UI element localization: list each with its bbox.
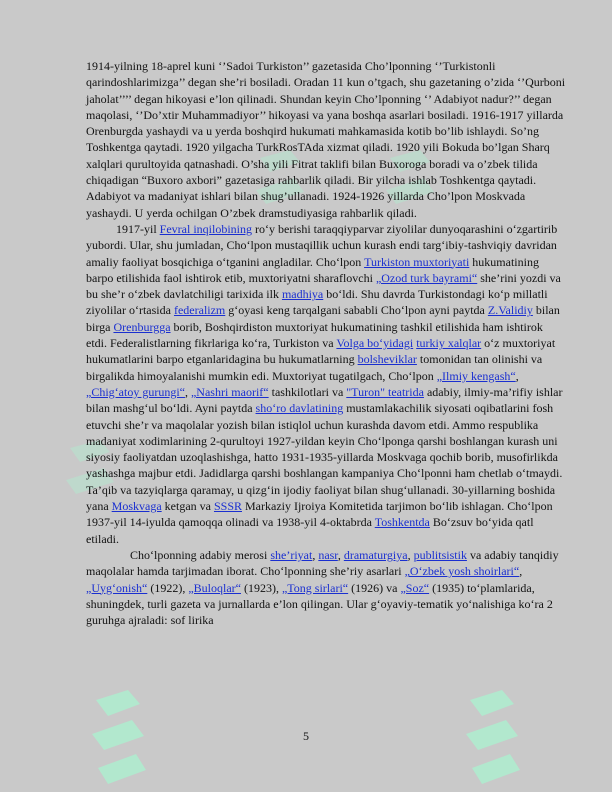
document-body [86,58,566,628]
link-ozod-turk-bayrami[interactable]: „Ozod turk bayrami“ [375,270,478,285]
text-run: o‘z muxtoriyat hukumatlarini barpo etganlaridagina bu hukumatlarning [86,336,556,367]
text-run: , [184,384,191,399]
link-dramaturgiya[interactable]: dramaturgiya [343,547,408,562]
link-toshkent[interactable]: Toshkentda [374,515,430,530]
link-tong-sirlari[interactable]: „Tong sirlari“ [281,580,349,595]
link-uygonish[interactable]: „Uyg‘onish“ [86,580,148,595]
link-federalizm[interactable]: federalizm [173,303,226,318]
paragraph-2 [86,221,566,547]
page-number: 5 [303,729,309,743]
text-run: she’rini yozdi va bu she’r o‘zbek davlatchiligi tarixida ilk [86,270,561,302]
text-run: g‘oyasi keng tarqalgani sababli Cho‘lpon ayni paytda [225,303,488,318]
link-bolsheviklar[interactable]: bolsheviklar [357,352,417,367]
paragraph-1-text: 1914-yilning 18-aprel kuni ‘’Sadoi Turkiston’’ gazetasida Cho’lponning ‘’Turkistonli qarindoshlarimizga’’ degan she’ri bosiladi. Oradan 11 kun o’tgach, shu gazetaning o’zida ‘’Qurboni jaholat’’’’ degan hikoyasi e’lon qilinadi. Shundan keyin Cho’lponning ‘’ Adabiyot nadur?’’ degan maqolasi, ‘’Do’xtir Muhammadiyor’’ hikoyasi va yana boshqa asarlari bosiladi. 1916-1917 yillarda Orenburgda yashaydi va u yerda boshqird hukumati mahkamasida kotib bo’lib ishlaydi. So’ng Toshkentga qaytadi. 1920 yilgacha TurkRosTAda xizmat qiladi. 1920 yili Bokuda bo’lgan Sharq xalqlari qurultoyida qatnashadi. O’sha yili Fitrat taklifi bilan Buxoroga boradi va o’zbek tilida chiqadigan “Buxoro axbori” gazetasiga rahbarlik qiladi. Bir yilcha ishlab Toshkentga qaytadi. Adabiyot va madaniyat ishlari bilan shug’ullanadi. 1924-1926 yillarda Cho’lpon Moskvada yashaydi. U yerda ochilgan O’zbek dramstudiyasiga rahbarlik qiladi. [86,59,566,220]
text-run: , [337,547,344,562]
text-run: , [519,564,523,579]
link-madhiya[interactable]: madhiya [281,287,324,302]
text-run: bo‘ldi. Shu davrda Turkistondagi ko‘p millatli ziyolilar o‘rtasida [86,287,548,318]
text-run: borib, Boshqirdiston muxtoriyat hukumatining tashkil etilishida ham ishtirok etdi. Federalistlarning fikrlariga ko‘ra, Turkiston va [86,319,543,351]
link-soz[interactable]: „Soz“ [400,580,430,595]
text-run: Cho‘lponning adabiy merosi [130,547,271,562]
link-z-validiy[interactable]: Z.Validiy [487,303,533,318]
paragraph-1 [86,58,566,221]
text-run: ro‘y berishi taraqqiyparvar ziyolilar dunyoqarashini o‘zgartirib yubordi. Ular, shu jumladan, Cho‘lpon mustaqillik uchun kurash endi targ‘ibiy-tashviqiy davridan amaliy faoliyat bosqichiga o‘tganini angladilar. Cho‘lpon [86,221,558,269]
text-run: , [515,368,519,383]
text-run: Bo‘zsuv bo‘yida qatl etiladi. [86,515,534,546]
paragraph-3 [86,547,566,628]
text-run: , [312,547,319,562]
link-sssr[interactable]: SSSR [213,499,242,514]
text-run: Markaziy Ijroiya Komitetida tarjimon bo‘lib ishlagan. Cho‘lpon 1937-yil 14-iyulda qamoqqa olinadi va 1938-yil 4-oktabrda [86,499,553,530]
text-run: (1923), [240,580,282,595]
text-run: (1922), [147,580,189,595]
text-run: ketgan va [161,499,214,514]
link-nasr[interactable]: nasr [318,547,338,562]
link-ozbek-yosh-shoirlari[interactable]: „O‘zbek yosh shoirlari“ [404,564,520,579]
text-run: adabiy, ilmiy-ma’rifiy ishlar bilan mashg‘ul bo‘ldi. Ayni paytda [86,384,563,416]
link-volga[interactable]: Volga bo‘yidagi [336,336,414,351]
link-chigatoy-gurungi[interactable]: „Chig‘atoy gurungi“ [86,384,185,399]
link-orenburg[interactable]: Orenburgga [113,319,171,334]
text-run: hukumatining barpo etilishida faol ishtirok etib, muxtoriyatni sharaflovchi [86,254,539,285]
link-moskva[interactable]: Moskvaga [111,499,162,514]
link-nashri-maorif[interactable]: „Nashri maorif“ [190,384,269,399]
link-ilmiy-kengash[interactable]: „Ilmiy kengash“ [436,368,516,383]
text-run: va adabiy tanqidiy maqolalar hamda tarjimadan iborat. Cho‘lponning she’riy asarlari [86,547,559,579]
link-buloqlar[interactable]: „Buloqlar“ [188,580,241,595]
text-run: mustamlakachilik siyosati oqibatlarini fosh etuvchi she’r va maqolalar yozish bilan istiqlol uchun kurashda davom etdi. Ammo respublika madaniyat xodimlarining 2-qurultoyi 1927-yildan keyin Cho‘lponga qarshi boshlangan kurash uni siyosiy faoliyatdan uzoqlashishga, hatto 1931-1935-yillarda Moskvaga qochib borib, musofirlikda yashashga majbur etdi. Jadidlarga qarshi boshlangan kampaniya Cho‘lponni ham chetlab o‘tmaydi. Ta’qib va tazyiqlarga qaramay, u qizg‘in ijodiy faoliyat bilan shug‘ullanadi. 30-yillarning boshida yana [86,401,563,514]
link-turon-teatri[interactable]: "Turon" teatrida [346,384,424,399]
text-run: tomonidan tan olinishi va birgalikda himoyalanishi mumkin edi. Muxtoriyat tugatilgach, Cho‘lpon [86,352,543,383]
text-run: (1935) to‘plamlarida, shuningdek, turli gazeta va jurnallarda e’lon qilingan. Ular g‘oyaviy-tematik yo‘nalishiga ko‘ra 2 guruhga ajraladi: sof lirika [86,580,553,628]
text-run: 1917-yil [116,221,160,236]
link-shoro-davlati[interactable]: sho‘ro davlatining [255,401,344,416]
link-turkiy-xalqlar[interactable]: turkiy xalqlar [416,336,482,351]
link-sheriyat[interactable]: she’riyat [270,547,313,562]
link-turkiston-muxtoriyati[interactable]: Turkiston muxtoriyati [364,254,470,269]
link-fevral-inqilobi[interactable]: Fevral inqilobining [159,221,252,236]
text-run: , [407,547,414,562]
text-run: bilan birga [86,303,560,334]
text-run: (1926) va [348,580,401,595]
link-publitsistik[interactable]: publitsistik [413,547,467,562]
text-run: tashkilotlari va [268,384,347,399]
